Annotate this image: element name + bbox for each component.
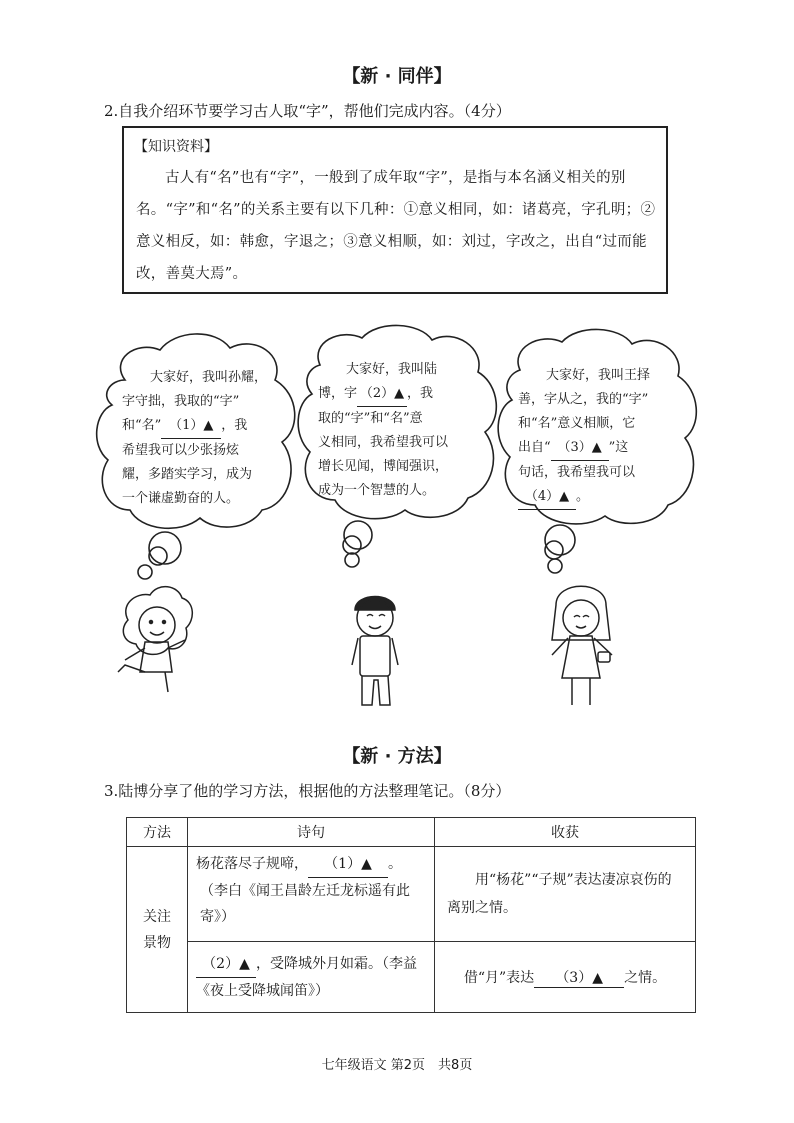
section-title-companion: 【新 · 同伴】	[342, 66, 452, 87]
bubble-right-line: 大家好，我叫王择	[546, 368, 651, 383]
child-left-illustration	[118, 587, 192, 692]
notes-table	[126, 817, 696, 1013]
child-middle-illustration	[352, 597, 398, 706]
bubble-middle-line: 成为一个智慧的人。	[318, 483, 436, 498]
bubble-left-line: 希望我可以少张扬炫	[122, 443, 240, 458]
bubble-middle-line: ，我	[407, 386, 434, 401]
bubble-left-line: 耀，多踏实学习，成为	[122, 467, 253, 482]
table-row	[127, 847, 696, 942]
table-header-row	[127, 818, 696, 847]
bubble-middle-line: 增长见闻，博闻强识，	[318, 459, 449, 474]
bubble-left-line: 字守拙，我取的“字”	[122, 394, 240, 409]
bubble-middle-line: 取的“字”和“名”意	[318, 411, 423, 426]
blank-1-input[interactable]: （1）▲	[161, 414, 221, 439]
question-3-prompt: 3.陆博分享了他的学习方法，根据他的方法整理笔记。（8分）	[104, 782, 511, 800]
header-method: 方法	[127, 818, 188, 847]
knowledge-text: 古人有“名”也有“字”，一般到了成年取“字”，是指与本名涵义相关的别名。“字”和“名”的关系主要有以下几种：①意义相同，如：诸葛亮，字孔明；②意义相反，如：韩愈，字退之；③意义相顺，如：刘过，字改之，出自“过而能改，善莫大焉”。	[136, 170, 656, 282]
page-footer: 七年级语文 第2页 共8页	[321, 1058, 473, 1073]
method-cell: 关注景物	[127, 847, 188, 1013]
knowledge-title: 【知识资料】	[134, 139, 218, 155]
poem-text: 杨花落尽子规啼，	[196, 856, 308, 872]
bubble-middle-line: 大家好，我叫陆	[346, 362, 438, 377]
child-right-illustration	[552, 586, 612, 705]
table-blank-1-input[interactable]: （1）▲	[308, 851, 388, 878]
gain-cell-2	[435, 942, 696, 1013]
table-blank-3-input[interactable]: （3）▲	[534, 967, 624, 988]
bubble-left-line: 一个谦虚勤奋的人。	[122, 491, 240, 506]
bubble-left-line: 大家好，我叫孙耀，	[150, 370, 268, 385]
poem-text: ，受降城外月如霜。（李益《夜上受降城闻笛》）	[196, 955, 417, 999]
bubble-middle-line: 义相同，我希望我可以	[318, 435, 449, 450]
bubble-right-line: 善，字从之，我的“字”	[518, 392, 649, 407]
bubble-left-line: 和“名”	[122, 418, 162, 433]
section-title-method: 【新 · 方法】	[342, 746, 452, 767]
blank-3-input[interactable]: （3）▲	[551, 436, 609, 461]
gain-text: 借“月”表达	[463, 969, 535, 986]
bubble-right-line: 句话，我希望我可以	[518, 465, 636, 480]
blank-4-input[interactable]: （4）▲	[518, 485, 576, 510]
bubble-text-left	[122, 366, 282, 511]
knowledge-box	[122, 126, 668, 294]
poem-text: 。	[388, 856, 402, 872]
bubble-text-right	[518, 364, 678, 510]
bubble-right-line: 和“名”意义相顺，它	[518, 416, 636, 431]
table-blank-2-input[interactable]: （2）▲	[196, 951, 256, 978]
bubble-left-line: ，我	[221, 418, 248, 433]
poem-cell-2	[188, 942, 435, 1013]
poem-cell-1	[188, 847, 435, 942]
poem-source: （李白《闻王昌龄左迁龙标遥有此寄》）	[200, 883, 410, 925]
blank-2-input[interactable]: （2）▲	[357, 382, 407, 407]
bubble-right-line: 。	[576, 489, 590, 504]
bubble-right-line: ”这	[608, 440, 629, 455]
bubble-tail-left-2	[138, 565, 152, 579]
question-2-prompt: 2.自我介绍环节要学习古人取“字”，帮他们完成内容。（4分）	[104, 102, 511, 120]
bubble-middle-line: 博，字	[318, 386, 358, 401]
gain-text: 之情。	[624, 969, 667, 986]
header-poem: 诗句	[188, 818, 435, 847]
header-gain: 收获	[435, 818, 696, 847]
bubble-right-line: 出自“	[518, 440, 551, 455]
gain-cell-1: 用“杨花”“子规”表达凄凉哀伤的离别之情。	[435, 847, 696, 942]
table-row	[127, 942, 696, 1013]
bubble-text-middle	[318, 358, 478, 503]
